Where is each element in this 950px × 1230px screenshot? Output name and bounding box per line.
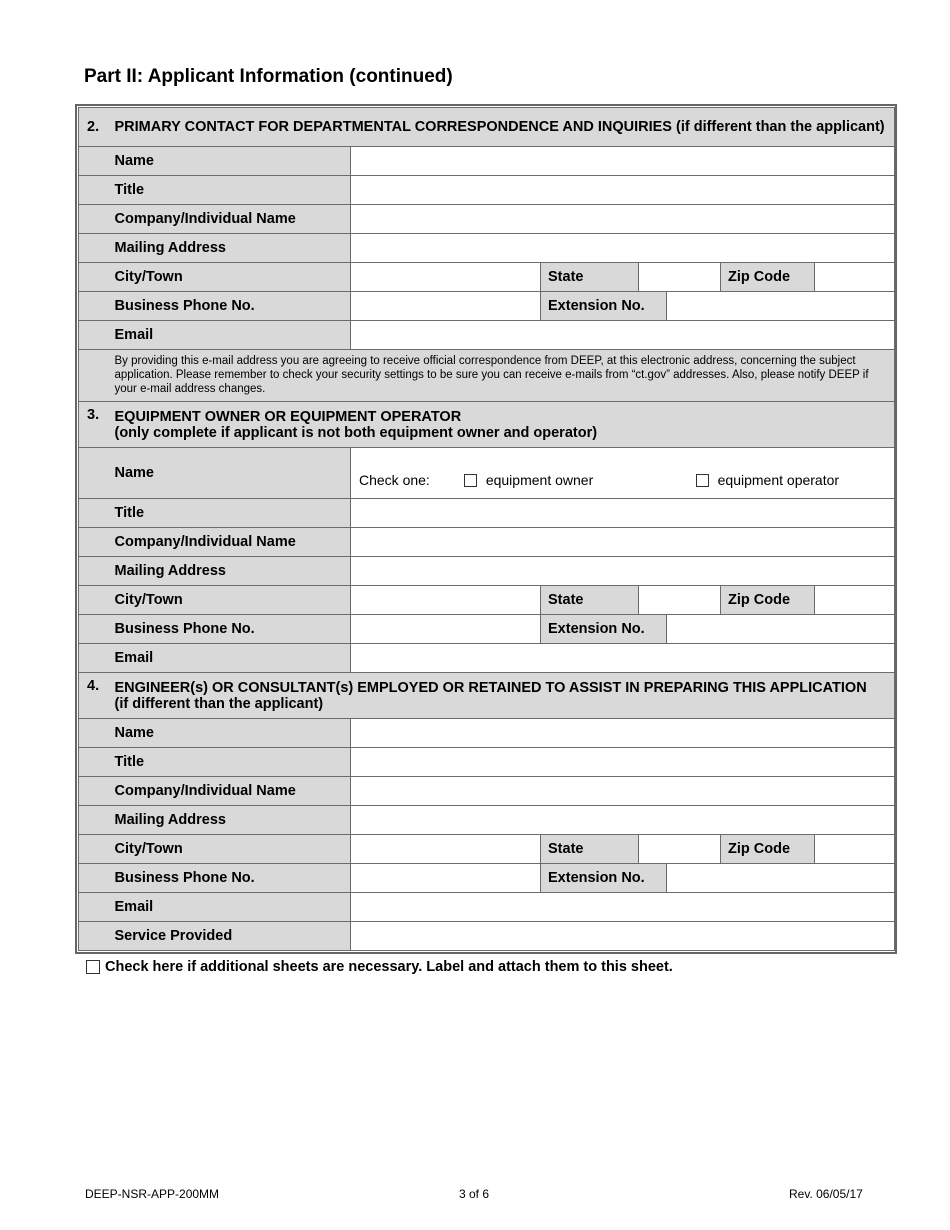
s4-zip-input[interactable]: [815, 835, 895, 864]
s3-company-input[interactable]: [351, 528, 895, 557]
s3-mailing-input[interactable]: [351, 557, 895, 586]
s4-name-input[interactable]: [351, 719, 895, 748]
option-label: equipment owner: [485, 472, 594, 488]
field-label: State: [541, 835, 639, 864]
s4-title-input[interactable]: [351, 748, 895, 777]
field-label: City/Town: [109, 586, 351, 615]
additional-sheets-check[interactable]: [86, 959, 673, 975]
field-label: Service Provided: [109, 922, 351, 951]
equipment-owner-option[interactable]: [464, 472, 593, 488]
s2-phone-row: [79, 292, 895, 321]
check-one-label: Check one:: [359, 472, 430, 488]
s4-name-row: [79, 719, 895, 748]
s3-mailing-row: [79, 557, 895, 586]
email-note: By providing this e-mail address you are agreeing to receive official correspondence from DEEP, at this electronic address, concerning the subject application. Please remember to check your security settings to be sure you can receive e-mails from “ct.gov” addresses. Also, please notify DEEP if your e-mail address changes.: [109, 350, 895, 402]
option-label: equipment operator: [717, 472, 840, 488]
s2-company-input[interactable]: [351, 205, 895, 234]
s4-mailing-row: [79, 806, 895, 835]
s2-company-row: [79, 205, 895, 234]
field-label: Company/Individual Name: [109, 205, 351, 234]
s3-name-input[interactable]: [351, 448, 895, 499]
s4-mailing-input[interactable]: [351, 806, 895, 835]
s2-city-row: [79, 263, 895, 292]
s4-state-input[interactable]: [639, 835, 721, 864]
s4-company-input[interactable]: [351, 777, 895, 806]
field-label: Title: [109, 176, 351, 205]
section-title-line2: (if different than the applicant): [114, 695, 324, 712]
s2-title-input[interactable]: [351, 176, 895, 205]
section-title: PRIMARY CONTACT FOR DEPARTMENTAL CORRESPONDENCE AND INQUIRIES (if different than the applicant): [109, 108, 895, 147]
s4-email-row: [79, 893, 895, 922]
field-label: Email: [109, 321, 351, 350]
s2-phone-input[interactable]: [351, 292, 541, 321]
s2-email-row: [79, 321, 895, 350]
field-label: State: [541, 586, 639, 615]
s3-city-row: [79, 586, 895, 615]
field-label: City/Town: [109, 263, 351, 292]
s3-company-row: [79, 528, 895, 557]
s3-email-input[interactable]: [351, 644, 895, 673]
section-2-header: [79, 108, 895, 147]
s4-city-row: [79, 835, 895, 864]
field-label: State: [541, 263, 639, 292]
footer-form-id: DEEP-NSR-APP-200MM: [85, 1187, 220, 1201]
field-label: Extension No.: [541, 292, 667, 321]
field-label: Mailing Address: [109, 234, 351, 263]
field-label: Name: [109, 719, 351, 748]
s2-name-input[interactable]: [351, 147, 895, 176]
field-label: Zip Code: [721, 586, 815, 615]
section-title: [109, 673, 895, 719]
form-table: [78, 107, 895, 951]
s3-city-input[interactable]: [351, 586, 541, 615]
s4-phone-input[interactable]: [351, 864, 541, 893]
section-3-header: [79, 402, 895, 448]
s2-extension-input[interactable]: [667, 292, 895, 321]
s4-email-input[interactable]: [351, 893, 895, 922]
field-label: Mailing Address: [109, 557, 351, 586]
field-label: Title: [109, 499, 351, 528]
s3-zip-input[interactable]: [815, 586, 895, 615]
s4-phone-row: [79, 864, 895, 893]
section-number: 3.: [79, 402, 109, 448]
s2-zip-input[interactable]: [815, 263, 895, 292]
s2-title-row: [79, 176, 895, 205]
field-label: Email: [109, 644, 351, 673]
checkbox[interactable]: [464, 474, 477, 487]
field-label: Extension No.: [541, 615, 667, 644]
field-label: Zip Code: [721, 263, 815, 292]
field-label: Email: [109, 893, 351, 922]
section-title-line1: EQUIPMENT OWNER OR EQUIPMENT OPERATOR: [114, 408, 462, 425]
s4-company-row: [79, 777, 895, 806]
applicant-info-form: [75, 104, 897, 954]
s4-extension-input[interactable]: [667, 864, 895, 893]
section-number: 4.: [79, 673, 109, 719]
s2-city-input[interactable]: [351, 263, 541, 292]
field-label: Business Phone No.: [109, 864, 351, 893]
footer-revision: Rev. 06/05/17: [789, 1187, 863, 1201]
s3-phone-row: [79, 615, 895, 644]
s3-name-row: [79, 448, 895, 499]
field-label: Title: [109, 748, 351, 777]
s3-title-input[interactable]: [351, 499, 895, 528]
field-label: Extension No.: [541, 864, 667, 893]
field-label: Business Phone No.: [109, 615, 351, 644]
field-label: Name: [109, 448, 351, 499]
checkbox[interactable]: [86, 960, 100, 974]
additional-sheets-label: Check here if additional sheets are necessary. Label and attach them to this sheet.: [105, 959, 673, 975]
section-title-line2: (only complete if applicant is not both equipment owner and operator): [114, 424, 598, 441]
s2-name-row: [79, 147, 895, 176]
s3-phone-input[interactable]: [351, 615, 541, 644]
s4-city-input[interactable]: [351, 835, 541, 864]
section-title: [109, 402, 895, 448]
checkbox[interactable]: [696, 474, 709, 487]
s2-mailing-input[interactable]: [351, 234, 895, 263]
s2-state-input[interactable]: [639, 263, 721, 292]
section-title-line1: ENGINEER(s) OR CONSULTANT(s) EMPLOYED OR RETAINED TO ASSIST IN PREPARING THIS APPLICATION: [114, 679, 867, 696]
equipment-operator-option[interactable]: [696, 472, 839, 488]
s3-title-row: [79, 499, 895, 528]
s3-extension-input[interactable]: [667, 615, 895, 644]
section-4-header: [79, 673, 895, 719]
section-number: 2.: [79, 108, 109, 147]
s3-email-row: [79, 644, 895, 673]
field-label: Business Phone No.: [109, 292, 351, 321]
s4-service-input[interactable]: [351, 922, 895, 951]
s2-email-input[interactable]: [351, 321, 895, 350]
s2-mailing-row: [79, 234, 895, 263]
field-label: Zip Code: [721, 835, 815, 864]
footer-page-number: 3 of 6: [459, 1187, 490, 1201]
field-label: Name: [109, 147, 351, 176]
field-label: Company/Individual Name: [109, 528, 351, 557]
field-label: Mailing Address: [109, 806, 351, 835]
field-label: Company/Individual Name: [109, 777, 351, 806]
owner-operator-check: [351, 458, 894, 488]
s2-email-note-row: [79, 350, 895, 402]
field-label: City/Town: [109, 835, 351, 864]
page-title: Part II: Applicant Information (continued): [84, 66, 453, 87]
s4-title-row: [79, 748, 895, 777]
s3-state-input[interactable]: [639, 586, 721, 615]
s4-service-row: [79, 922, 895, 951]
